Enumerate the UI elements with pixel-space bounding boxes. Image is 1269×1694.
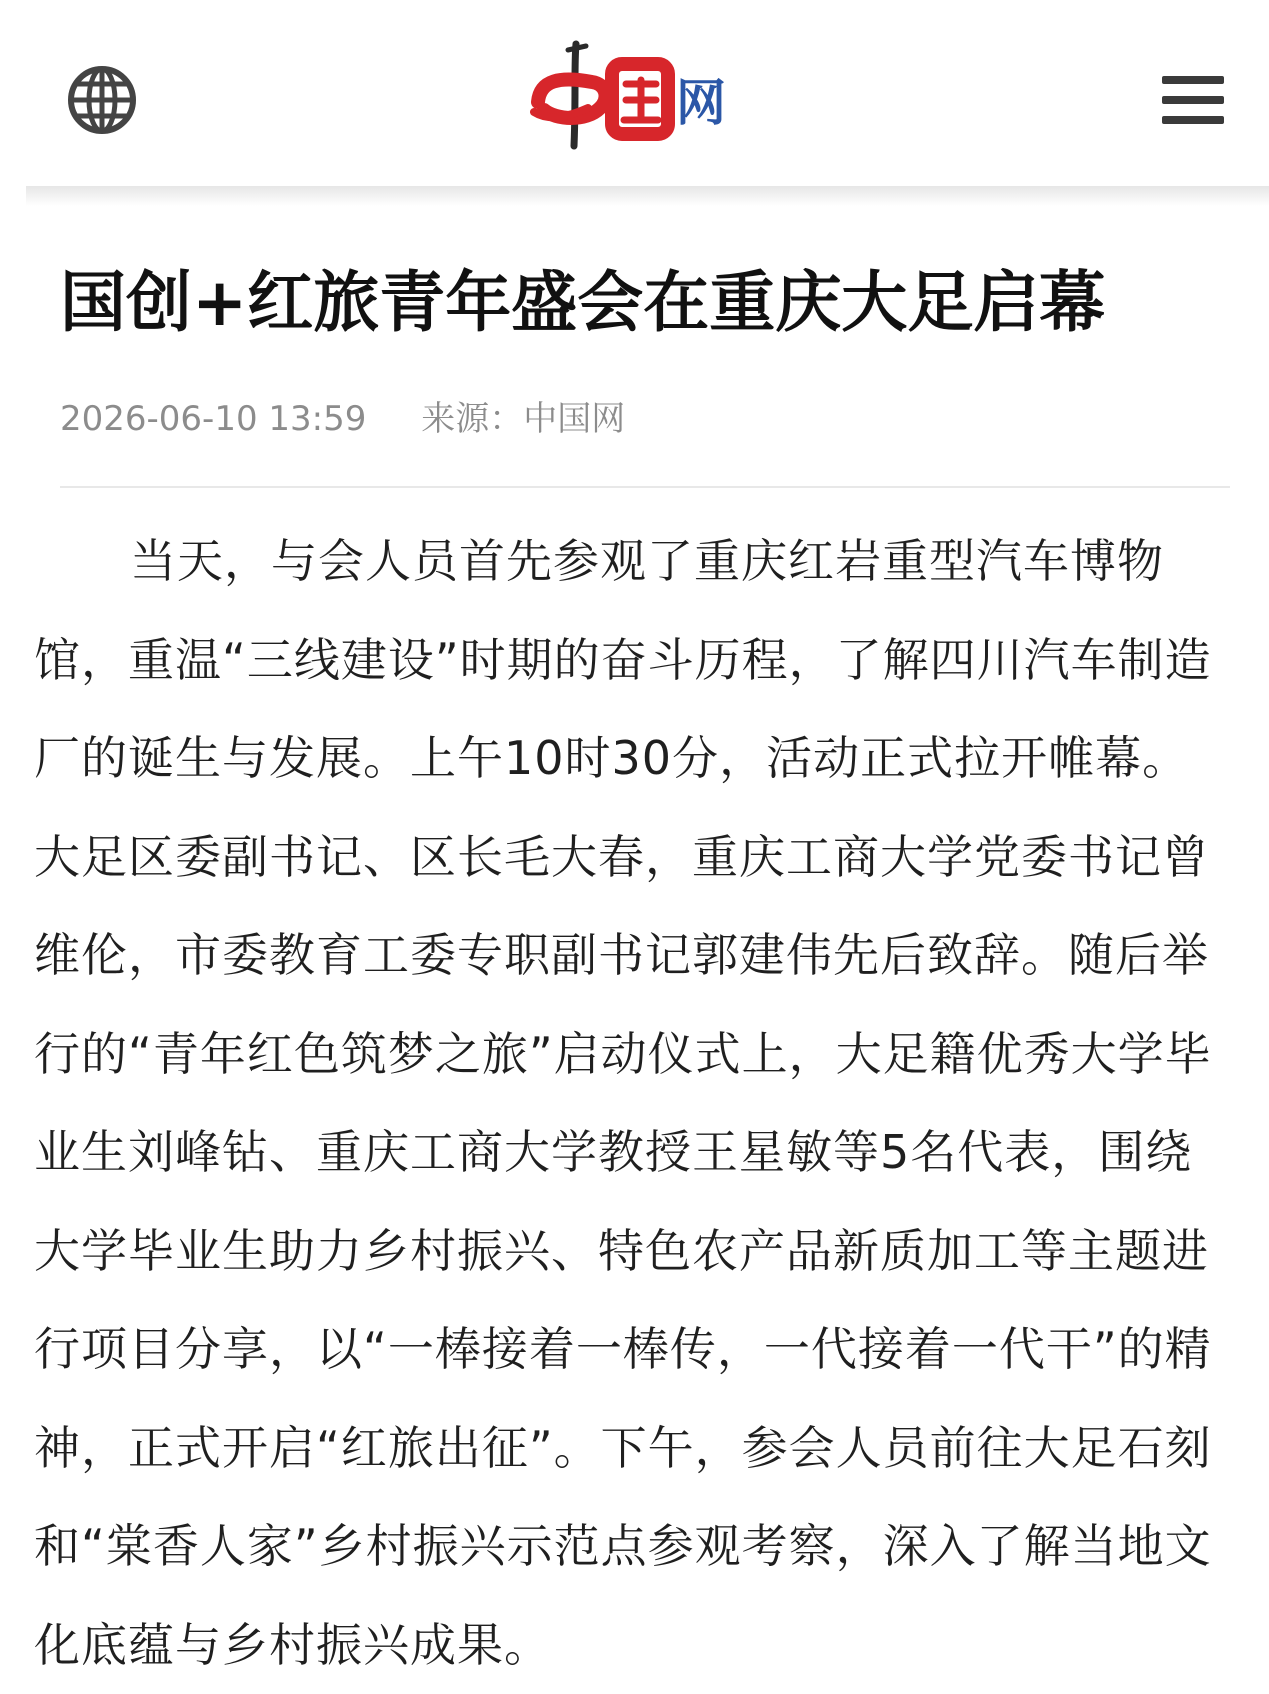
source-label: 来源：	[421, 399, 524, 439]
publish-date: 2026-06-10 13:59	[60, 399, 367, 439]
source-info	[421, 399, 625, 439]
logo-wordmark: 网	[676, 73, 726, 132]
header-shadow	[26, 186, 1269, 206]
site-header	[0, 0, 1269, 186]
menu-bar	[1162, 96, 1224, 104]
hamburger-menu-icon[interactable]	[1162, 76, 1224, 124]
article-meta	[60, 394, 625, 444]
source-name: 中国网	[523, 399, 626, 439]
article-title: 国创+红旅青年盛会在重庆大足启幕	[60, 264, 1106, 341]
menu-bar	[1162, 76, 1224, 84]
article-body: 当天，与会人员首先参观了重庆红岩重型汽车博物馆，重温“三线建设”时期的奋斗历程，了解四川汽车制造厂的诞生与发展。上午10时30分，活动正式拉开帷幕。大足区委副书记、区长毛大春，重庆工商大学党委书记曾维伦，市委教育工委专职副书记郭建伟先后致辞。随后举行的“青年红色筑梦之旅”启动仪式上，大足籍优秀大学毕业生刘峰钻、重庆工商大学教授王星敏等5名代表，围绕大学毕业生助力乡村振兴、特色农产品新质加工等主题进行项目分享，以“一棒接着一棒传，一代接着一代干”的精神，正式开启“红旅出征”。下午，参会人员前往大足石刻和“棠香人家”乡村振兴示范点参观考察，深入了解当地文化底蕴与乡村振兴成果。	[34, 534, 1212, 1672]
divider	[60, 486, 1230, 488]
globe-icon[interactable]	[66, 64, 138, 136]
menu-bar	[1162, 116, 1224, 124]
